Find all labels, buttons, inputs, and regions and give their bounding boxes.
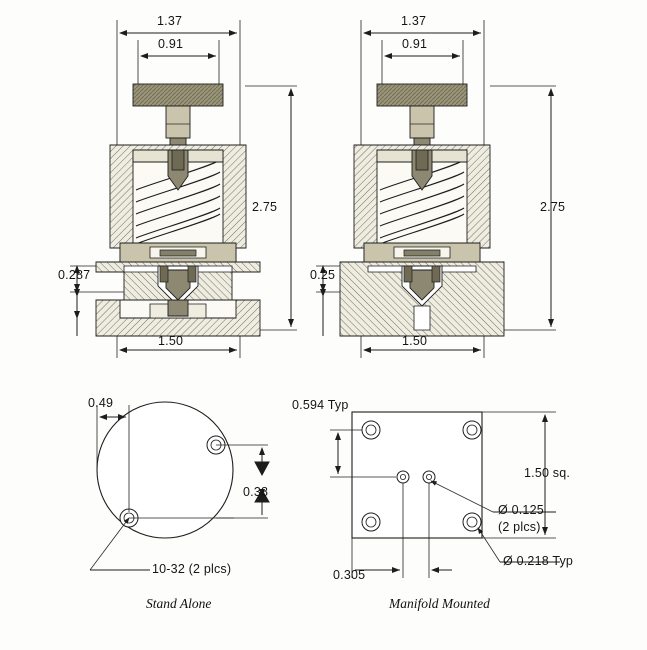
dim-0-287: 0.287 [58, 268, 91, 282]
dim-0-38: 0.38 [243, 485, 269, 499]
note-10-32: 10-32 (2 plcs) [152, 562, 232, 576]
dim-1-37-left: 1.37 [157, 14, 183, 28]
caption-stand-alone: Stand Alone [146, 596, 212, 611]
dim-0-49: 0.49 [88, 396, 114, 410]
dia-0-125: Ø 0.125 [498, 503, 544, 517]
qty-2-plcs: (2 plcs) [498, 520, 541, 534]
dim-0-305: 0.305 [333, 568, 366, 582]
dim-1-50-left: 1.50 [158, 334, 184, 348]
caption-manifold-mounted: Manifold Mounted [389, 596, 490, 611]
dim-1-37-right: 1.37 [401, 14, 427, 28]
dia-0-218-typ: Ø 0.218 Typ [503, 554, 574, 568]
dim-2-75-left: 2.75 [252, 200, 278, 214]
dim-1-50-sq: 1.50 sq. [524, 466, 571, 480]
dim-1-50-right: 1.50 [402, 334, 428, 348]
dim-0-25: 0.25 [310, 268, 336, 282]
dim-0-91-right: 0.91 [402, 37, 428, 51]
dim-0-91-left: 0.91 [158, 37, 184, 51]
dim-0-594-typ: 0.594 Typ [292, 398, 349, 412]
dim-2-75-right: 2.75 [540, 200, 566, 214]
